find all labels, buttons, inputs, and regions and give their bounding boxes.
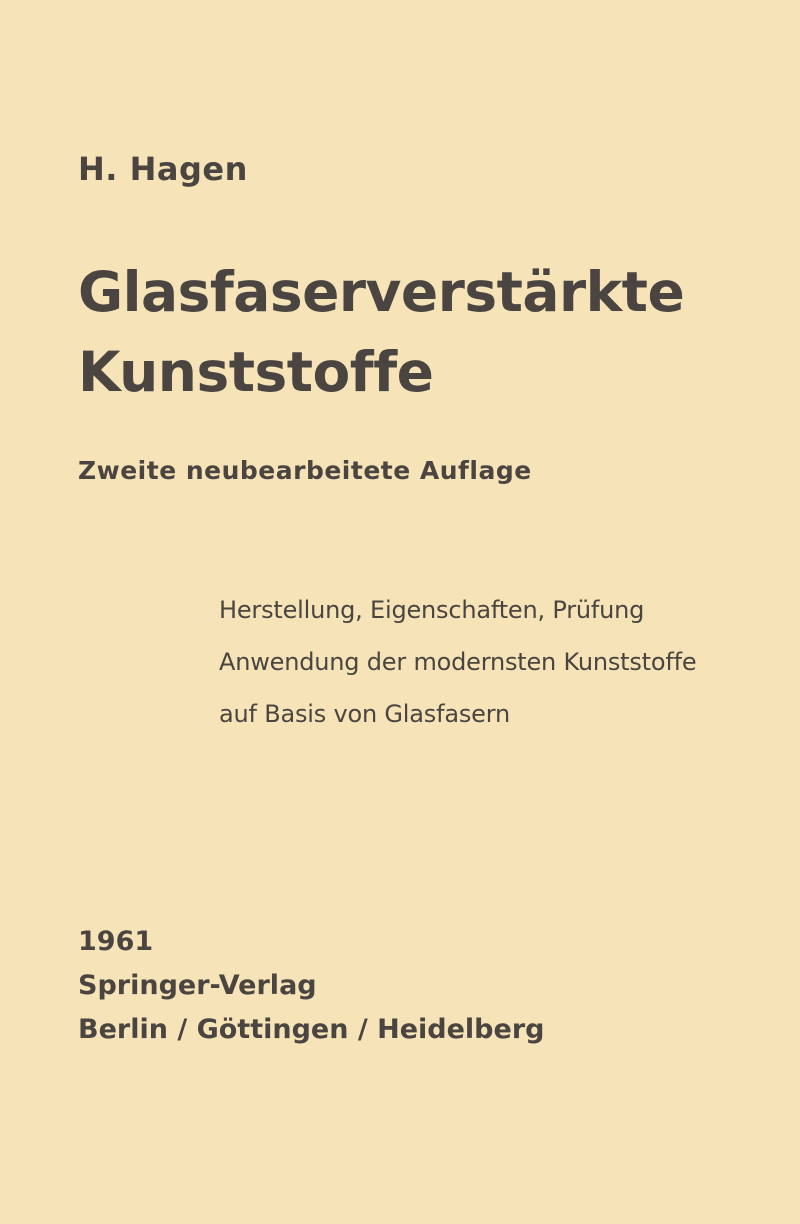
- edition-note: Zweite neubearbeitete Auflage: [78, 456, 532, 485]
- description-line-3: auf Basis von Glasfasern: [219, 700, 510, 728]
- publisher-name: Springer-Verlag: [78, 970, 317, 1001]
- description-line-1: Herstellung, Eigenschaften, Prüfung: [219, 596, 645, 624]
- publisher-locations: Berlin / Göttingen / Heidelberg: [78, 1014, 545, 1045]
- title-line-2: Kunststoffe: [78, 340, 434, 404]
- title-line-1: Glasfaserverstärkte: [78, 260, 685, 324]
- publication-info: [78, 920, 544, 1052]
- subtitle-description: [219, 584, 696, 740]
- description-line-2: Anwendung der modernsten Kunststoffe: [219, 648, 697, 676]
- publication-year: 1961: [78, 926, 154, 957]
- book-title: [78, 252, 738, 412]
- author-name: H. Hagen: [78, 150, 248, 188]
